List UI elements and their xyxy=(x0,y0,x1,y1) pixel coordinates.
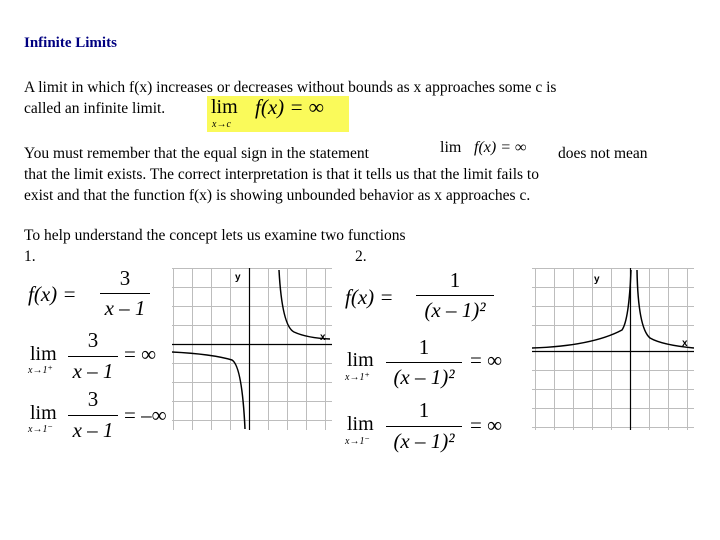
ex1-right-result: = ∞ xyxy=(124,342,157,366)
ex1-graph xyxy=(172,268,332,430)
intro-formula-lim: lim xyxy=(211,96,238,118)
page-title: Infinite Limits xyxy=(24,35,117,51)
ex2-left-den: (x – 1)² xyxy=(393,429,455,453)
ex2-x-axis-label: x xyxy=(682,338,688,349)
ex2-right-result: = ∞ xyxy=(470,348,503,372)
intro-formula-sub: x→c xyxy=(212,119,231,130)
ex2-left-fraction-bar xyxy=(386,426,462,427)
intro-line-2: called an infinite limit. xyxy=(24,100,166,117)
ex1-def-lhs: f(x) = xyxy=(28,282,77,306)
ex2-left-result: = ∞ xyxy=(470,413,503,437)
remember-line-3: exist and that the function f(x) is showing unbounded behavior as x approaches c. xyxy=(24,187,531,204)
ex1-curve-right-branch xyxy=(279,270,330,339)
ex2-def-fraction-bar xyxy=(416,295,494,296)
intro-line-1: A limit in which f(x) increases or decreases without bounds as x approaches some c is xyxy=(24,79,557,96)
ex1-def-fraction-bar xyxy=(100,293,150,294)
ex2-right-num: 1 xyxy=(418,335,430,359)
ex2-def-den: (x – 1)² xyxy=(424,298,486,322)
ex2-right-sub: x→1⁺ xyxy=(345,372,370,383)
remember-inline-lim: lim xyxy=(440,139,462,156)
ex2-left-sub: x→1⁻ xyxy=(345,436,370,447)
ex1-left-fraction-bar xyxy=(68,415,118,416)
ex1-right-den: x – 1 xyxy=(72,359,114,383)
ex1-y-axis-label: y xyxy=(235,272,241,283)
ex2-right-lim: lim xyxy=(347,349,374,371)
ex2-right-den: (x – 1)² xyxy=(393,365,455,389)
ex1-left-num: 3 xyxy=(87,387,99,411)
ex1-right-fraction-bar xyxy=(68,356,118,357)
ex1-right-sub: x→1⁺ xyxy=(28,365,53,376)
ex1-right-lim: lim xyxy=(30,343,57,365)
remember-line-2: that the limit exists. The correct interpretation is that it tells us that the limit fails to xyxy=(24,166,539,183)
ex2-left-num: 1 xyxy=(418,398,430,422)
ex2-def-lhs: f(x) = xyxy=(345,285,394,309)
remember-line-1-end: does not mean xyxy=(558,145,648,162)
example-1-label: 1. xyxy=(24,248,36,265)
ex2-def-num: 1 xyxy=(449,268,461,292)
ex1-left-result: = –∞ xyxy=(124,403,167,427)
ex1-right-num: 3 xyxy=(87,328,99,352)
remember-line-1-start: You must remember that the equal sign in the statement xyxy=(24,145,369,162)
intro-formula-expr: f(x) = ∞ xyxy=(255,95,324,119)
ex1-left-den: x – 1 xyxy=(72,418,114,442)
ex2-curve-right-branch xyxy=(637,270,694,348)
ex2-left-lim: lim xyxy=(347,413,374,435)
ex2-graph xyxy=(532,268,694,430)
remember-inline-expr: f(x) = ∞ xyxy=(474,139,527,156)
ex2-y-axis-label: y xyxy=(594,274,600,285)
ex1-def-num: 3 xyxy=(119,266,131,290)
ex2-curve-left-branch xyxy=(532,270,631,348)
ex1-graph-grid xyxy=(172,268,332,430)
examine-line: To help understand the concept lets us examine two functions xyxy=(24,227,406,244)
example-2-label: 2. xyxy=(355,248,367,265)
ex1-left-sub: x→1⁻ xyxy=(28,424,53,435)
ex2-graph-grid xyxy=(532,268,694,430)
ex2-right-fraction-bar xyxy=(386,362,462,363)
ex1-x-axis-label: x xyxy=(320,332,326,343)
ex1-def-den: x – 1 xyxy=(104,296,146,320)
ex1-left-lim: lim xyxy=(30,402,57,424)
